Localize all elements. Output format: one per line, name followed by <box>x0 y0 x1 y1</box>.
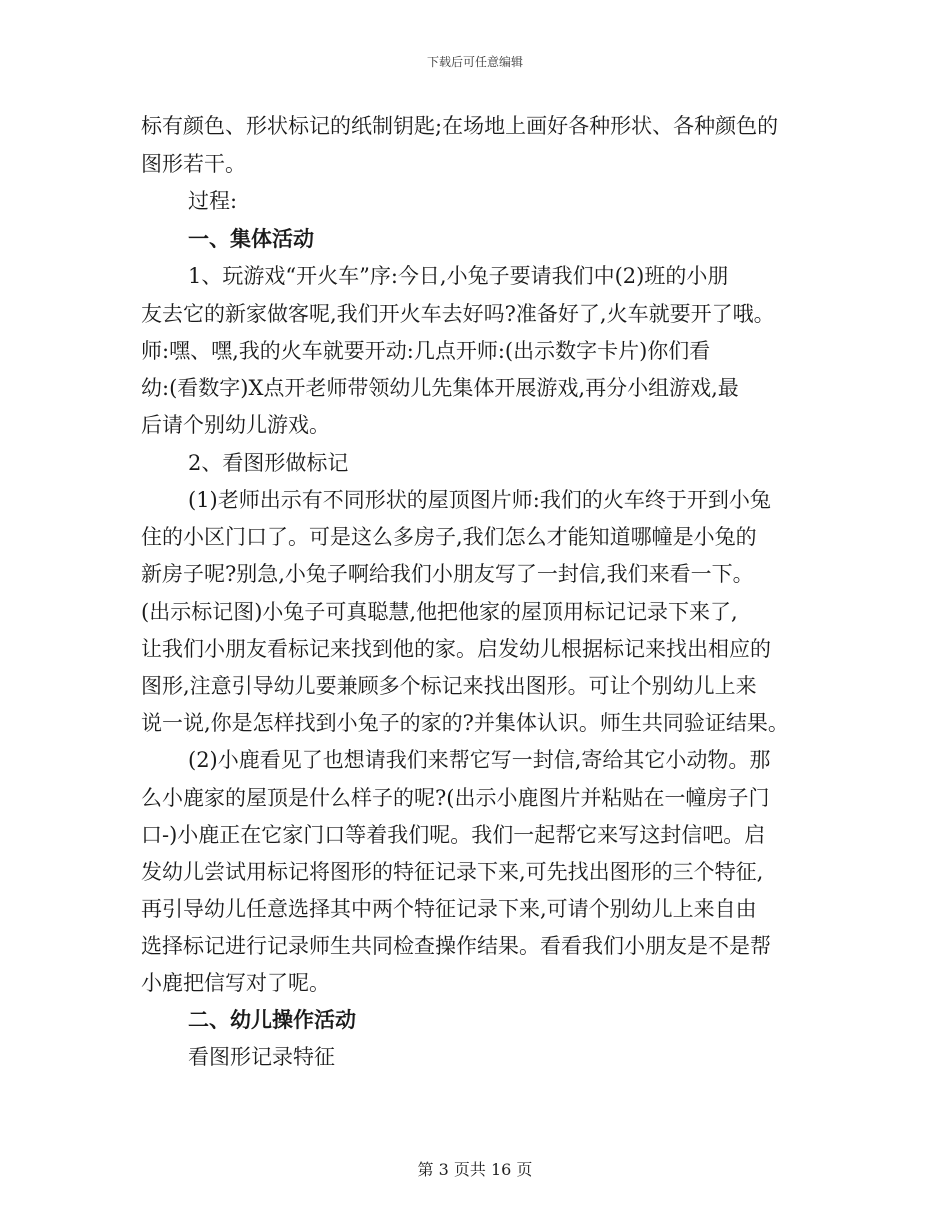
text-line: 看图形记录特征 <box>188 1045 335 1069</box>
text-line: (出示标记图)小兔子可真聪慧,他把他家的屋顶用标记记录下来了, <box>141 600 738 624</box>
text-line: 小鹿把信写对了呢。 <box>141 971 330 995</box>
subsection-heading: 2、看图形做标记 <box>188 451 349 475</box>
text-line: 么小鹿家的屋顶是什么样子的呢?(出示小鹿图片并粘贴在一幢房子门 <box>141 786 770 810</box>
text-line: (1)老师出示有不同形状的屋顶图片师:我们的火车终于开到小兔 <box>188 488 771 512</box>
text-line: 后请个别幼儿游戏。 <box>141 413 330 437</box>
text-line: 选择标记进行记录师生共同检查操作结果。看看我们小朋友是不是帮 <box>141 934 771 958</box>
text-line: 标有颜色、形状标记的纸制钥匙;在场地上画好各种形状、各种颜色的 <box>141 114 779 138</box>
text-line: 师:嘿、嘿,我的火车就要开动:几点开师:(出示数字卡片)你们看 <box>141 339 711 363</box>
text-line: 幼:(看数字)X点开老师带领幼儿先集体开展游戏,再分小组游戏,最 <box>141 376 739 400</box>
section-heading: 一、集体活动 <box>188 226 314 251</box>
text-line: 1、玩游戏“开火车”序:今日,小兔子要请我们中(2)班的小朋 <box>188 264 729 288</box>
text-line: 说一说,你是怎样找到小兔子的家的?并集体认识。师生共同验证结果。 <box>141 711 789 735</box>
text-line: 过程: <box>188 189 238 213</box>
text-line: 新房子呢?别急,小兔子啊给我们小朋友写了一封信,我们来看一下。 <box>141 562 754 586</box>
text-line: 图形,注意引导幼儿要兼顾多个标记来找出图形。可让个别幼儿上来 <box>141 674 757 698</box>
text-line: 发幼儿尝试用标记将图形的特征记录下来,可先找出图形的三个特征, <box>141 860 764 884</box>
text-line: (2)小鹿看见了也想请我们来帮它写一封信,寄给其它小动物。那 <box>188 748 771 772</box>
text-line: 口-)小鹿正在它家门口等着我们呢。我们一起帮它来写这封信吧。启 <box>141 823 766 847</box>
text-line: 让我们小朋友看标记来找到他的家。启发幼儿根据标记来找出相应的 <box>141 637 771 661</box>
text-line: 再引导幼儿任意选择其中两个特征记录下来,可请个别幼儿上来自由 <box>141 897 757 921</box>
page-header: 下载后可任意编辑 <box>426 55 523 69</box>
text-line: 住的小区门口了。可是这么多房子,我们怎么才能知道哪幢是小兔的 <box>141 525 757 549</box>
text-line: 友去它的新家做客呢,我们开火车去好吗?准备好了,火车就要开了哦。 <box>141 302 775 326</box>
page-footer: 第 3 页共 16 页 <box>417 1160 533 1179</box>
section-heading: 二、幼儿操作活动 <box>188 1007 356 1032</box>
text-line: 图形若干。 <box>141 152 246 176</box>
